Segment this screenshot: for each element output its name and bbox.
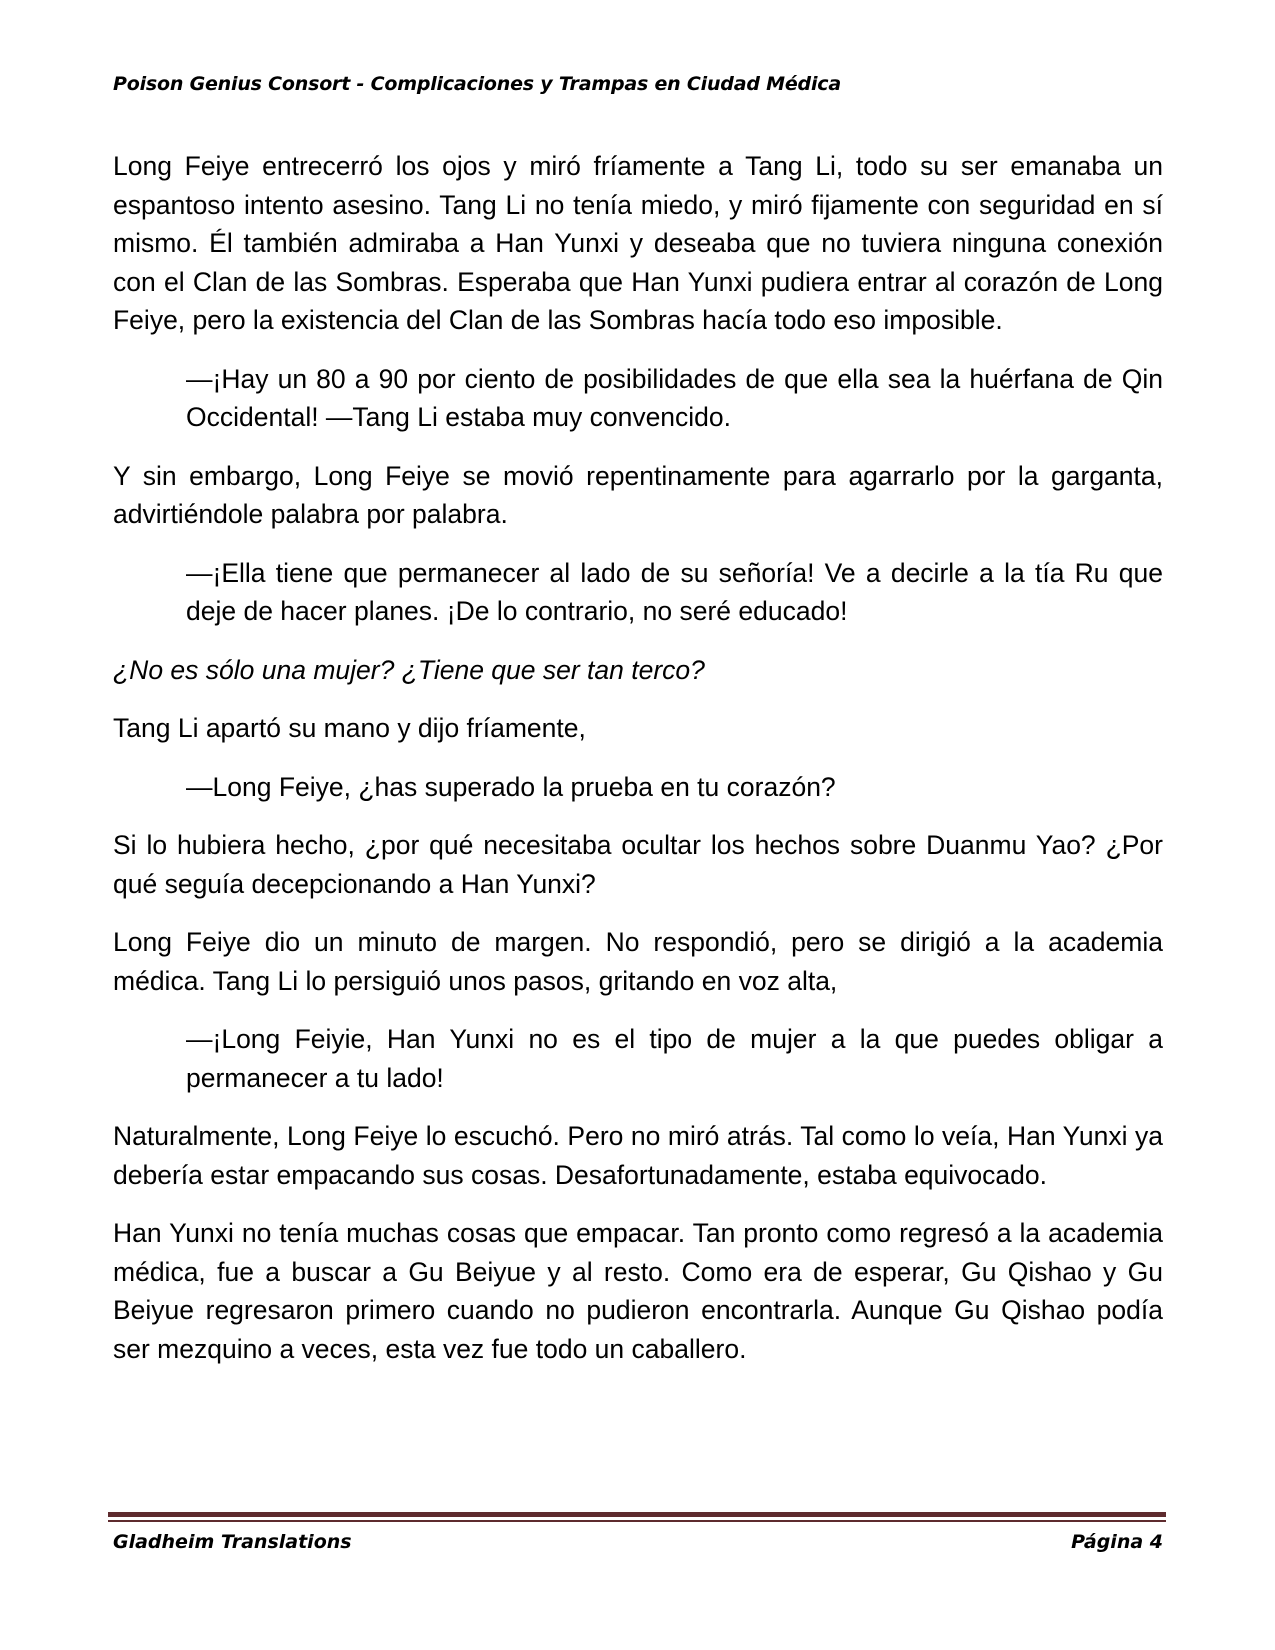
footer-divider-thin (108, 1520, 1166, 1522)
dialogue-paragraph: —Long Feiye, ¿has superado la prueba en tu corazón? (186, 771, 836, 802)
page-footer (113, 1530, 1163, 1554)
page-header (113, 72, 1163, 96)
paragraph: Tang Li apartó su mano y dijo fríamente, (113, 713, 586, 743)
paragraph: Naturalmente, Long Feiye lo escuchó. Pero no miró atrás. Tal como lo veía, Han Yunxi ya debería estar empacando sus cosas. Desafortunadamente, estaba equivocado. (113, 1121, 1163, 1190)
paragraph: Han Yunxi no tenía muchas cosas que empacar. Tan pronto como regresó a la academia médica, fue a buscar a Gu Beiyue y al resto. Como era de esperar, Gu Qishao y Gu Beiyue regresaron primero cuando no pudieron encontrarla. Aunque Gu Qishao podía ser mezquino a veces, esta vez fue todo un caballero. (113, 1218, 1163, 1364)
paragraph: Y sin embargo, Long Feiye se movió repentinamente para agarrarlo por la garganta, advirtiéndole palabra por palabra. (113, 460, 1163, 529)
dialogue-paragraph: —¡Hay un 80 a 90 por ciento de posibilidades de que ella sea la huérfana de Qin Occidental! —Tang Li estaba muy convencido. (186, 363, 1163, 432)
page-number: Página 4 (1071, 1531, 1163, 1553)
dialogue-paragraph: —¡Ella tiene que permanecer al lado de su señoría! Ve a decirle a la tía Ru que deje de hacer planes. ¡De lo contrario, no seré educado! (186, 557, 1163, 626)
paragraph: Long Feiye entrecerró los ojos y miró fríamente a Tang Li, todo su ser emanaba un espantoso intento asesino. Tang Li no tenía miedo, y miró fijamente con seguridad en sí mismo. Él también admiraba a Han Yunxi y deseaba que no tuviera ninguna conexión con el Clan de las Sombras. Esperaba que Han Yunxi pudiera entrar al corazón de Long Feiye, pero la existencia del Clan de las Sombras hacía todo eso imposible. (113, 151, 1163, 335)
document-title: Poison Genius Consort - Complicaciones y Trampas en Ciudad Médica (113, 73, 841, 95)
body-text (113, 147, 1163, 1368)
publisher-name: Gladheim Translations (113, 1531, 352, 1553)
paragraph: Si lo hubiera hecho, ¿por qué necesitaba ocultar los hechos sobre Duanmu Yao? ¿Por qué seguía decepcionando a Han Yunxi? (113, 830, 1163, 899)
dialogue-paragraph: —¡Long Feiyie, Han Yunxi no es el tipo de mujer a la que puedes obligar a permanecer a tu lado! (186, 1024, 1163, 1093)
thought-paragraph: ¿No es sólo una mujer? ¿Tiene que ser tan terco? (113, 654, 705, 685)
paragraph: Long Feiye dio un minuto de margen. No respondió, pero se dirigió a la academia médica. Tang Li lo persiguió unos pasos, gritando en voz alta, (113, 927, 1163, 996)
footer-divider-thick (108, 1512, 1166, 1517)
